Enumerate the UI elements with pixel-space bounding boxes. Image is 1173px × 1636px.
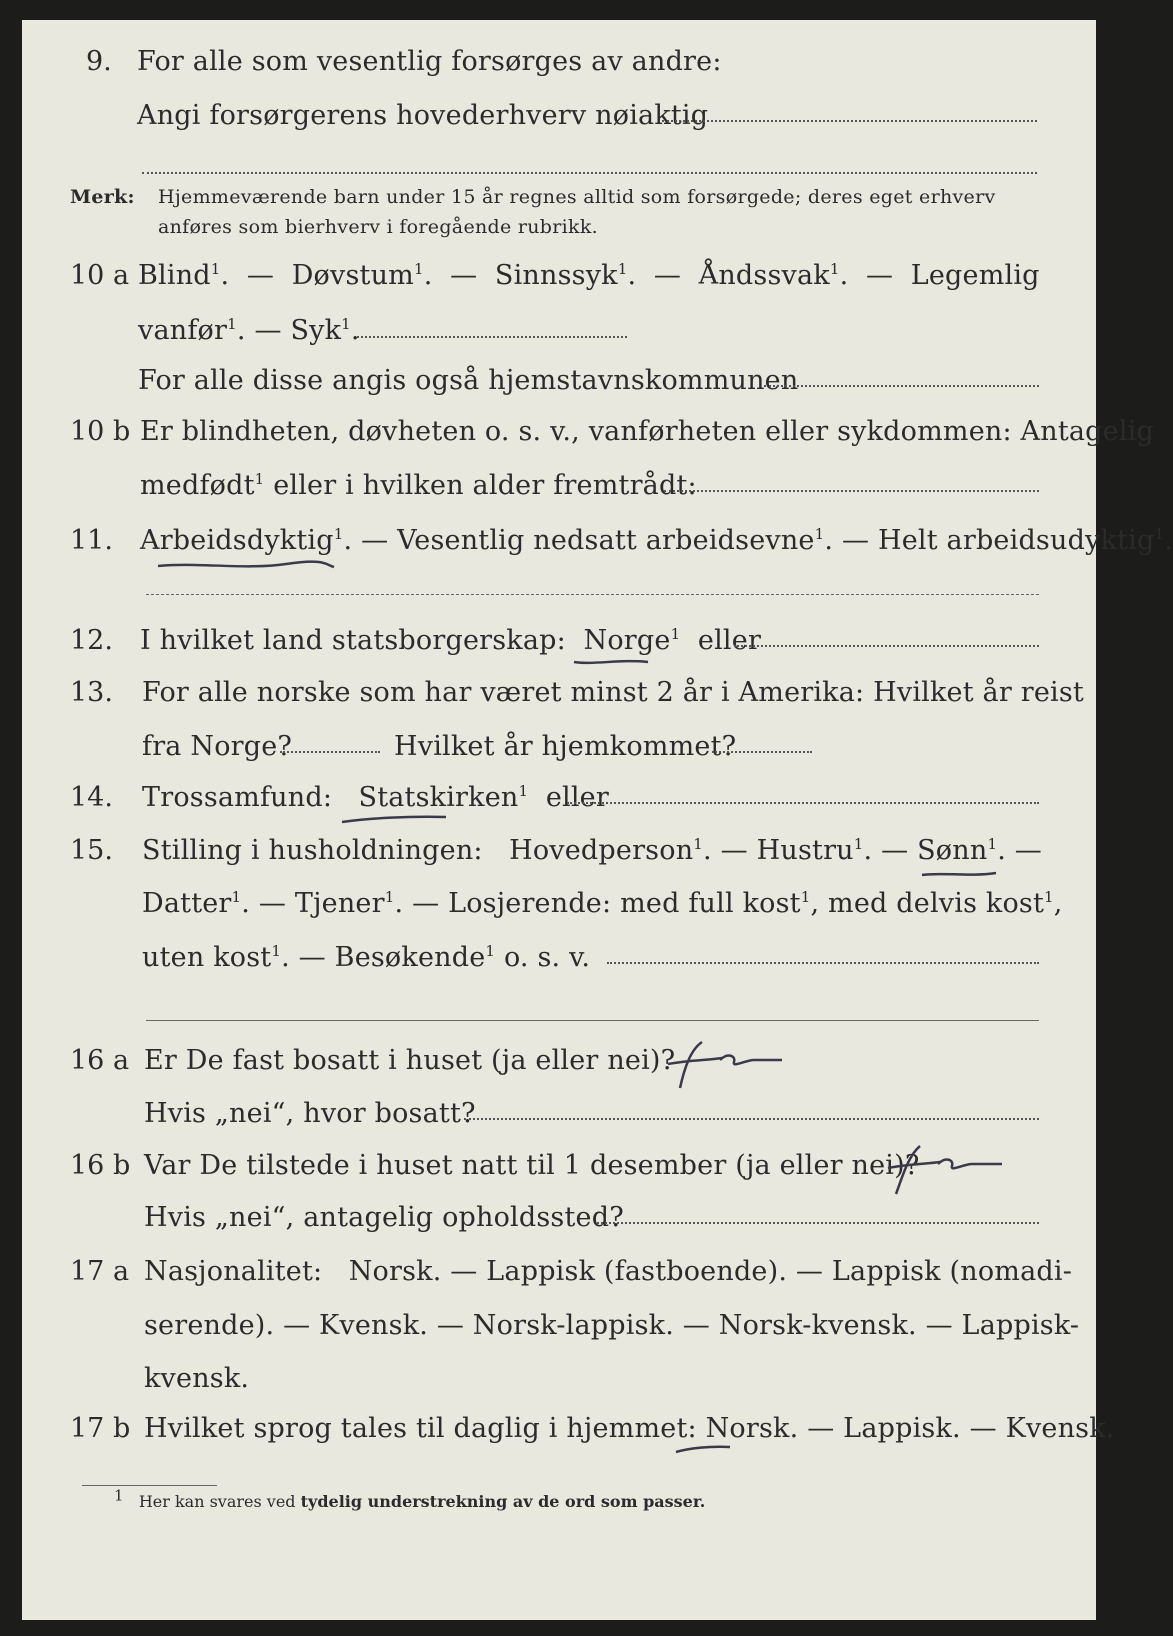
q16a-number: 16 a — [70, 1045, 130, 1076]
merk-line1: Hjemmeværende barn under 15 år regnes alltid som forsørgede; deres eget erhverv — [158, 186, 996, 208]
q13-hjem-field[interactable] — [712, 751, 812, 753]
q10a-number: 10 a — [70, 260, 130, 291]
q16b-opholdssted-field[interactable] — [597, 1222, 1039, 1224]
q17a-line3: kvensk. — [144, 1363, 250, 1394]
opt-besokende[interactable]: Besøkende — [334, 942, 486, 973]
underline-mark-norsk — [674, 1442, 734, 1456]
q10b-answer-field[interactable] — [664, 490, 1039, 492]
q17a-line2: serende). — Kvensk. — Norsk-lappisk. — Norsk-kvensk. — Lappisk- — [144, 1310, 1080, 1341]
underline-mark-statskirken — [340, 813, 450, 825]
q10b-number: 10 b — [70, 416, 131, 447]
q16a-line2: Hvis „nei“, hvor bosatt? — [144, 1098, 476, 1129]
q11-rule — [146, 594, 1039, 595]
opt-datter[interactable]: Datter — [142, 888, 232, 919]
q15-line1: Stilling i husholdningen: Hovedperson$^1$. — Hustru$^1$. — Sønn$^1$. — — [142, 835, 1042, 866]
underline-mark-arbeidsdyktig — [156, 558, 336, 572]
q17b-line: Hvilket sprog tales til daglig i hjemmet: Norsk. — Lappisk. — Kvensk. — [144, 1413, 1115, 1444]
opt-delviskost[interactable]: med delvis kost — [828, 888, 1045, 919]
opt-hovedperson[interactable]: Hovedperson — [509, 835, 694, 866]
opt-udyktig[interactable]: Helt arbeidsudyktig — [877, 525, 1155, 556]
q12-answer-field[interactable] — [734, 645, 1039, 647]
opt-vanfor[interactable]: vanfør — [138, 315, 228, 346]
opt-legemlig[interactable]: Legemlig — [910, 260, 1040, 291]
opt-statskirken[interactable]: Statskirken — [358, 782, 519, 813]
opt-andssvak[interactable]: Åndssvak — [698, 260, 830, 291]
opt-hustru[interactable]: Hustru — [756, 835, 854, 866]
footnote: 1 Her kan svares ved tydelig understrekning av de ord som passer. — [114, 1486, 706, 1511]
q14-number: 14. — [70, 782, 113, 813]
q11-line: Arbeidsdyktig$^1$. — Vesentlig nedsatt arbeidsevne$^1$. — Helt arbeidsudyktig$^1$. — [140, 525, 1173, 556]
q16a-bosatt-field[interactable] — [464, 1118, 1039, 1120]
q13-reist-field[interactable] — [280, 751, 380, 753]
opt-blind[interactable]: Blind — [138, 260, 211, 291]
underline-mark-sonn — [920, 868, 1000, 880]
q17b-number: 17 b — [70, 1413, 131, 1444]
opt-norge[interactable]: Norge — [583, 625, 671, 656]
q9-line2: Angi forsørgerens hovederhverv nøiaktig — [137, 100, 709, 131]
q10a-line1: Blind$^1$. — Døvstum$^1$. — Sinnssyk$^1$. — Åndssvak$^1$. — Legemlig — [138, 260, 1040, 291]
merk-line2: anføres som bierhverv i foregående rubrikk. — [158, 216, 598, 238]
opt-fullkost[interactable]: med full kost — [620, 888, 801, 919]
q13-line1: For alle norske som har været minst 2 år i Amerika: Hvilket år reist — [142, 677, 1084, 708]
q17a-line1: Nasjonalitet: Norsk. — Lappisk (fastboende). — Lappisk (nomadi- — [144, 1256, 1073, 1287]
q9-number: 9. — [86, 46, 112, 77]
q10a-hjemstavn-field[interactable] — [764, 385, 1039, 387]
q11-number: 11. — [70, 525, 113, 556]
q16a-line1: Er De fast bosatt i huset (ja eller nei)? — [144, 1045, 676, 1076]
footnote-rule — [82, 1485, 217, 1486]
opt-arbeidsdyktig[interactable]: Arbeidsdyktig — [140, 525, 334, 556]
opt-tjener[interactable]: Tjener — [294, 888, 385, 919]
q14-line: Trossamfund: Statskirken$^1$ eller — [142, 782, 609, 813]
opt-norsk[interactable]: Norsk. — [348, 1256, 442, 1287]
q16b-line2: Hvis „nei“, antagelig opholdssted? — [144, 1202, 624, 1233]
q14-answer-field[interactable] — [567, 802, 1039, 804]
opt-utenkost[interactable]: uten kost — [142, 942, 272, 973]
q15-line3: uten kost$^1$. — Besøkende$^1$ o. s. v. — [142, 942, 591, 973]
q15-answer-field[interactable] — [607, 962, 1039, 964]
q15-rule — [146, 1020, 1039, 1021]
q10a-line3: For alle disse angis også hjemstavnskommunen — [138, 365, 799, 396]
opt-norsk-sprog[interactable]: Norsk. — [705, 1413, 799, 1444]
q9-answer-field-2[interactable] — [142, 172, 1037, 174]
q9-line1: For alle som vesentlig forsørges av andre: — [137, 46, 722, 77]
q17a-number: 17 a — [70, 1256, 130, 1287]
opt-dovstum[interactable]: Døvstum — [291, 260, 414, 291]
q9-answer-field[interactable] — [662, 120, 1037, 122]
opt-nedsatt[interactable]: Vesentlig nedsatt arbeidsevne — [397, 525, 815, 556]
q16b-number: 16 b — [70, 1150, 131, 1181]
q13-fra-label: fra Norge? — [142, 731, 293, 762]
q16b-line1: Var De tilstede i huset natt til 1 desember (ja eller nei)? — [144, 1150, 920, 1181]
q15-number: 15. — [70, 835, 113, 866]
q12-line: I hvilket land statsborgerskap: Norge$^1$ eller — [140, 625, 762, 656]
opt-sonn[interactable]: Sønn — [917, 835, 988, 866]
q13-number: 13. — [70, 677, 113, 708]
q10a-line2: vanfør$^1$. — Syk$^1$. — [138, 315, 360, 346]
q10b-line2: medfødt$^1$ eller i hvilken alder fremtrådt: — [140, 470, 697, 501]
q15-line2: Datter$^1$. — Tjener$^1$. — Losjerende: med full kost$^1$, med delvis kost$^1$, — [142, 888, 1063, 919]
merk-label: Merk: — [70, 186, 135, 208]
q10a-answer-field[interactable] — [357, 336, 627, 338]
opt-syk[interactable]: Syk — [290, 315, 342, 346]
underline-mark-norge — [572, 656, 652, 668]
q12-number: 12. — [70, 625, 113, 656]
census-form-page — [22, 20, 1173, 1620]
opt-sinnssyk[interactable]: Sinnssyk — [494, 260, 618, 291]
opt-medfodt[interactable]: medfødt — [140, 470, 255, 501]
q13-hjem-label: Hvilket år hjemkommet? — [394, 731, 737, 762]
q10b-line1: Er blindheten, døvheten o. s. v., vanførheten eller sykdommen: Antagelig — [140, 416, 1154, 447]
